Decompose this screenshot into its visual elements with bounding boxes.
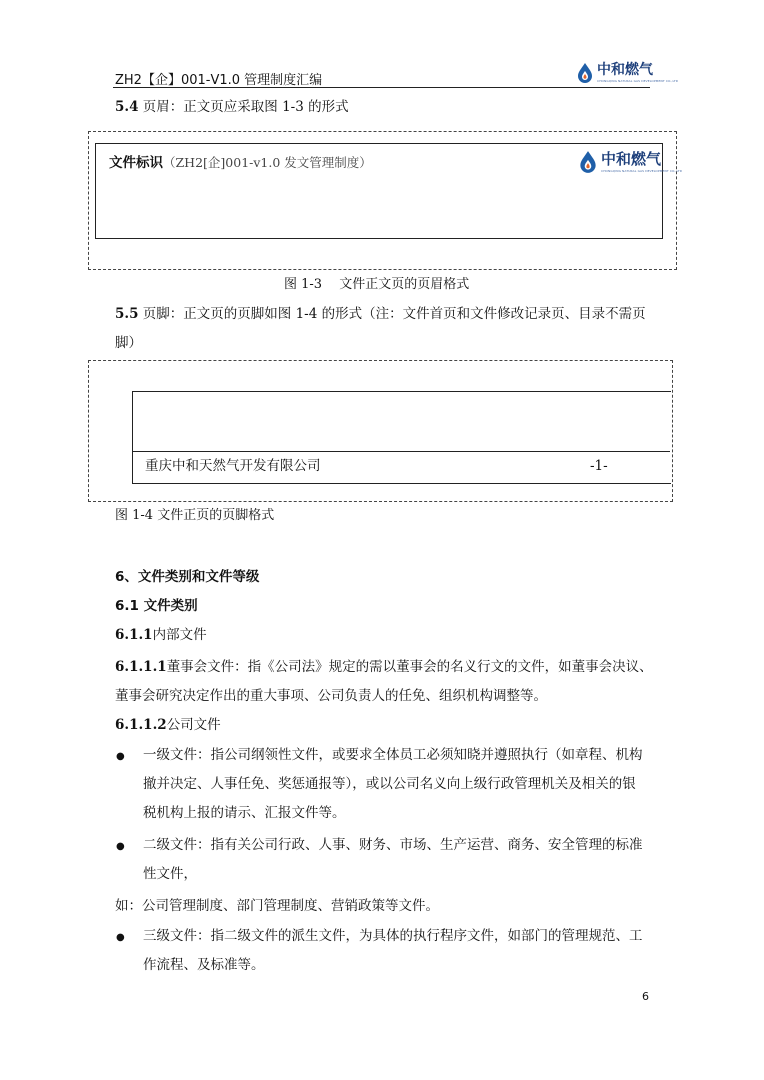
bullet-icon: ● [116, 932, 125, 943]
footer-page-number: -1- [590, 458, 608, 474]
bullet-1-line1: 一级文件：指公司纲领性文件，或要求全体员工必须知晓并遵照执行（如章程、机构 [143, 747, 643, 763]
section-text: 公司文件 [166, 717, 221, 733]
footer-sample-rule [132, 451, 670, 452]
bullet-1-line3: 税机构上报的请示、汇报文件等。 [143, 805, 346, 821]
bullet-icon: ● [116, 841, 125, 852]
section-number: 6.1.1.2 [115, 717, 167, 733]
section-text: 董事会文件：指《公司法》规定的需以董事会的名义行文的文件，如董事会决议、 [166, 659, 653, 675]
bullet-3-line2: 作流程、及标准等。 [143, 957, 265, 973]
bullet-2-line1: 二级文件：指有关公司行政、人事、财务、市场、生产运营、商务、安全管理的标准 [143, 837, 643, 853]
section-5-4-line [115, 101, 349, 115]
header-logo [576, 62, 678, 84]
section-text: 内部文件 [152, 627, 207, 643]
logo-subtitle: CHONGQING NATURAL GAS DEVELOPMENT CO.,LTD [597, 79, 679, 83]
bullet-2-line2: 性文件， [143, 866, 197, 882]
flame-drop-icon [576, 62, 594, 84]
figure-1-3-caption: 图 1-3 文件正文页的页眉格式 [284, 277, 470, 292]
section-6-1-1 [115, 629, 207, 643]
file-id-value: （ZH2[企]001-v1.0 发文管理制度） [163, 155, 372, 170]
flame-drop-icon [578, 150, 598, 174]
section-5-5-line1 [115, 308, 646, 322]
footer-company-name: 重庆中和天然气开发有限公司 [145, 458, 321, 474]
logo-name: 中和燃气 [597, 62, 653, 78]
section-6-heading: 6、文件类别和文件等级 [115, 569, 260, 585]
section-6-1-1-1-line1 [115, 661, 653, 675]
section-text: 页脚：正文页的页脚如图 1-4 的形式（注：文件首页和文件修改记录页、目录不需页 [142, 306, 646, 322]
figure-1-4-caption: 图 1-4 文件正页的页脚格式 [115, 508, 275, 523]
file-id-label: 文件标识 [109, 155, 163, 171]
section-number: 5.5 [115, 306, 139, 322]
section-6-1-1-1-line2: 董事会研究决定作出的重大事项、公司负责人的任免、组织机构调整等。 [115, 688, 547, 704]
example-line: 如：公司管理制度、部门管理制度、营销政策等文件。 [115, 898, 439, 914]
section-5-5-line2: 脚） [115, 335, 142, 351]
header-rule [113, 87, 650, 88]
page-number: 6 [642, 990, 649, 1003]
document-header-title: ZH2【企】001-V1.0 管理制度汇编 [115, 73, 323, 88]
section-6-1-1-2 [115, 719, 221, 733]
sample-logo [578, 150, 682, 174]
section-number: 6.1.1 [115, 627, 153, 643]
logo-subtitle: CHONGQING NATURAL GAS DEVELOPMENT CO.,LTD [601, 168, 683, 173]
section-6-1-heading: 6.1 文件类别 [115, 598, 198, 614]
header-sample-text [109, 157, 372, 171]
bullet-icon: ● [116, 751, 125, 762]
logo-name: 中和燃气 [601, 149, 662, 168]
bullet-1-line2: 撤并决定、人事任免、奖惩通报等），或以公司名义向上级行政管理机关及相关的银 [143, 776, 636, 792]
section-text: 页眉：正文页应采取图 1-3 的形式 [142, 99, 349, 115]
section-number: 5.4 [115, 99, 139, 115]
bullet-3-line1: 三级文件：指二级文件的派生文件，为具体的执行程序文件，如部门的管理规范、工 [143, 928, 643, 944]
section-number: 6.1.1.1 [115, 659, 167, 675]
